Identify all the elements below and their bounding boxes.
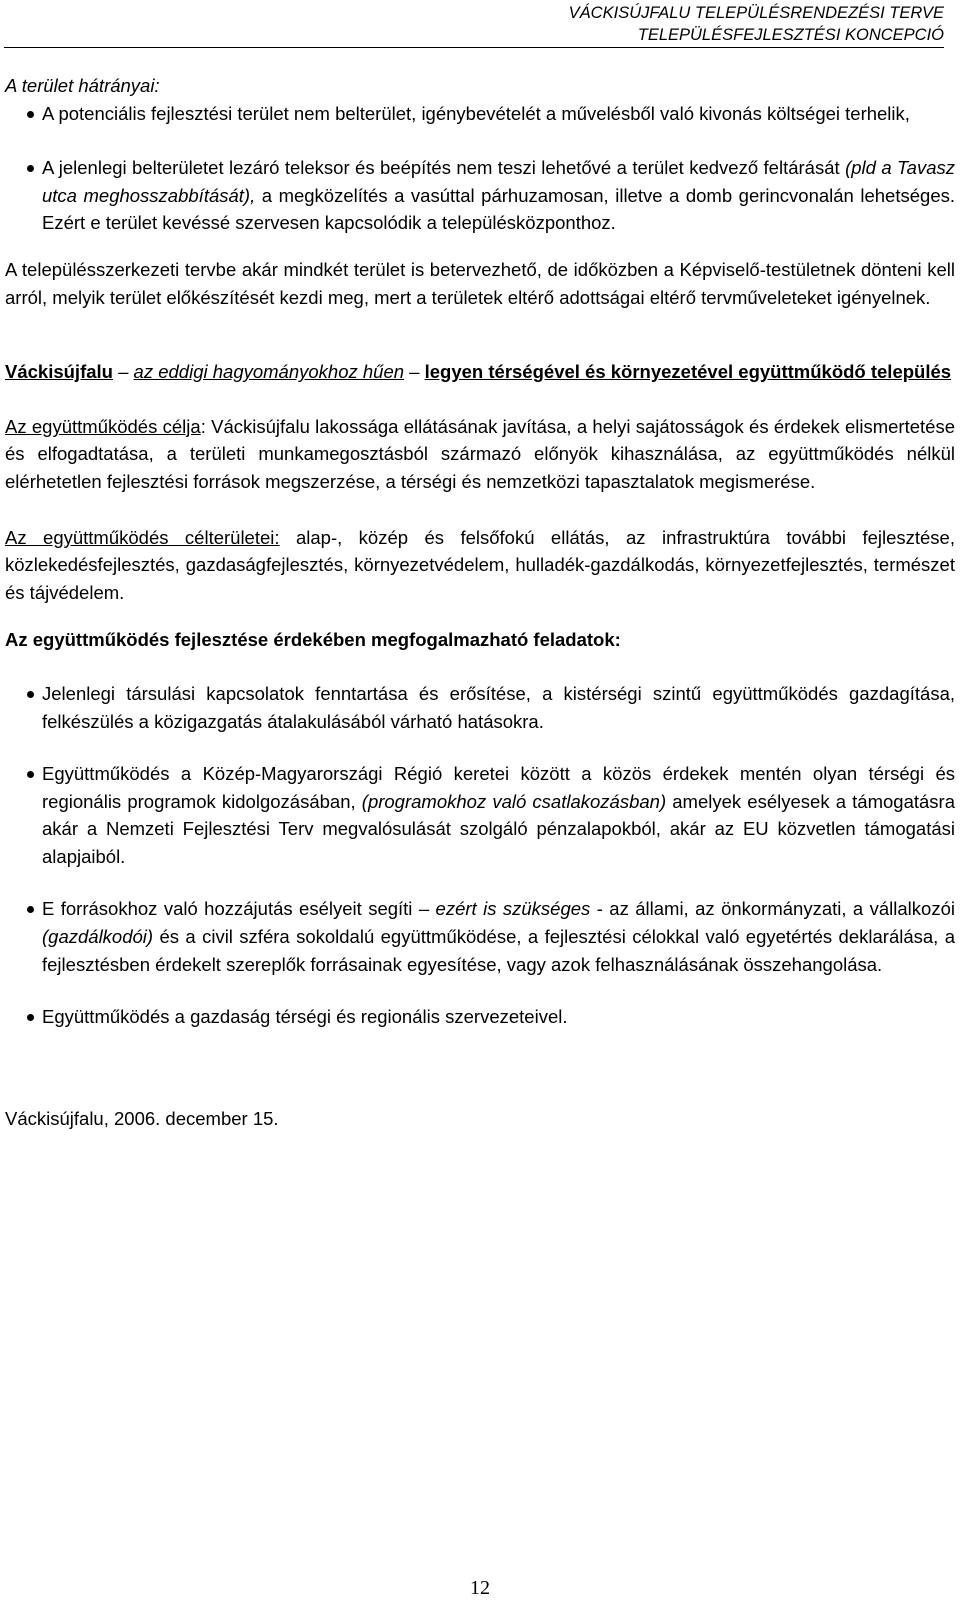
bullet-icon [27,691,34,698]
tasks-list [5,680,955,1031]
header-title: VÁCKISÚJFALU TELEPÜLÉSRENDEZÉSI TERVE [568,4,944,22]
list-item-text: Jelenlegi társulási kapcsolatok fenntartása és erősítése, a kistérségi szintű együttműködés gazdagítása, felkészülés a közigazgatás átalakulásából várható hatásokra. [42,682,955,732]
bullet-icon [27,165,34,172]
goal-colon: : [200,415,206,437]
list-item-text: a megközelítés a vasúttal párhuzamosan, illetve a domb gerincvonalán lehetséges. Ezért e terület kevéssé szervesen kapcsolódik a településközponthoz. [42,184,955,234]
disadvantages-list [5,100,955,237]
section-heading [5,358,955,386]
list-item-text: Együttműködés a gazdaság térségi és regionális szervezeteivel. [42,1006,568,1028]
cooperation-goal [5,413,955,496]
heading-dash: – [404,361,425,383]
list-item-italic: (programokhoz való csatlakozásban) [361,790,667,812]
bullet-icon [27,906,34,913]
list-item-text: A jelenlegi belterületet lezáró teleksor és beépítés nem teszi lehetővé a terület kedvező feltárását [42,157,846,179]
list-item-text: E forrásokhoz való hozzájutás esélyeit segíti – [42,898,436,920]
date-line: Váckisújfalu, 2006. december 15. [5,1107,279,1129]
list-item [5,680,955,735]
list-item-text: Együttműködés a Közép-Magyarországi Régió keretei között a közös érdekek mentén olyan térségi és regionális programok kidolgozásában, [42,763,955,812]
list-item-italic: (pld a Tavasz utca meghosszabbítását), [42,157,955,206]
areas-text: alap-, közép és felsőfokú ellátás, az infrastruktúra további fejlesztése, közlekedésfejlesztés, gazdaságfejlesztés, környezetvédelem, hulladék-gazdálkodás, környezetfejlesztés, természet és tájvédelem. [5,526,955,603]
list-item-italic: ezért is szükséges [435,898,591,920]
cooperation-areas [5,524,955,607]
list-item-italic: (gazdálkodói) [42,926,154,948]
list-item [5,100,955,128]
heading-italic: az eddigi hagyományokhoz hűen [133,361,405,383]
tasks-title: Az együttműködés fejlesztése érdekében megfogalmazható feladatok: [5,629,621,651]
list-item-text: és a civil szféra sokoldalú együttműködése, a fejlesztési célokkal való egyetértés deklarálása, a fejlesztésben érdekelt szereplők forrásainak egyesítése, vagy azok felhasználásának összehangolása. [42,926,955,975]
bullet-icon [27,771,34,778]
header-subtitle: TELEPÜLÉSFEJLESZTÉSI KONCEPCIÓ [637,26,944,44]
list-item-text: - az állami, az önkormányzati, a vállalkozói [590,898,955,920]
heading-rest: legyen térségével és környezetével együttműködő település [424,361,952,383]
paragraph: A településszerkezeti tervbe akár mindkét terület is betervezhető, de időközben a Képviselő-testületnek dönteni kell arról, melyik terület előkészítését kezdi meg, mert a területek eltérő adottságai eltérő tervműveleteket igényelnek. [5,258,955,308]
page-number: 12 [470,1577,490,1599]
goal-text: Váckisújfalu lakossága ellátásának javítása, a helyi sajátosságok és érdekek elismertetése és elfogadtatása, a területi munkamegosztásból származó előnyök kihasználása, az együttműködés nélkül elérhetetlen fejlesztési források megszerzése, a térségi és nemzetközi tapasztalatok megismerése. [5,415,955,492]
running-header [344,2,944,46]
header-rule [4,47,944,48]
list-item-text: A potenciális fejlesztési terület nem belterület, igénybevételét a művelésből való kivonás költségei terhelik, [42,102,910,124]
heading-dash: – [112,361,134,383]
goal-label: Az együttműködés célja [5,415,201,437]
list-item [5,760,955,870]
bullet-icon [27,111,34,118]
list-item [5,895,955,978]
list-item [5,154,955,237]
list-item [5,1003,955,1031]
page-body [5,72,955,1132]
areas-label: Az együttműködés célterületei: [5,526,280,548]
bullet-icon [27,1014,34,1021]
list-item-text: amelyek esélyesek a támogatásra akár a Nemzeti Fejlesztési Terv megvalósulását szolgáló pénzalapokból, akár az EU közvetlen támogatási alapjaiból. [42,790,955,867]
disadvantages-title: A terület hátrányai: [5,75,160,96]
heading-place: Váckisújfalu [5,361,113,383]
